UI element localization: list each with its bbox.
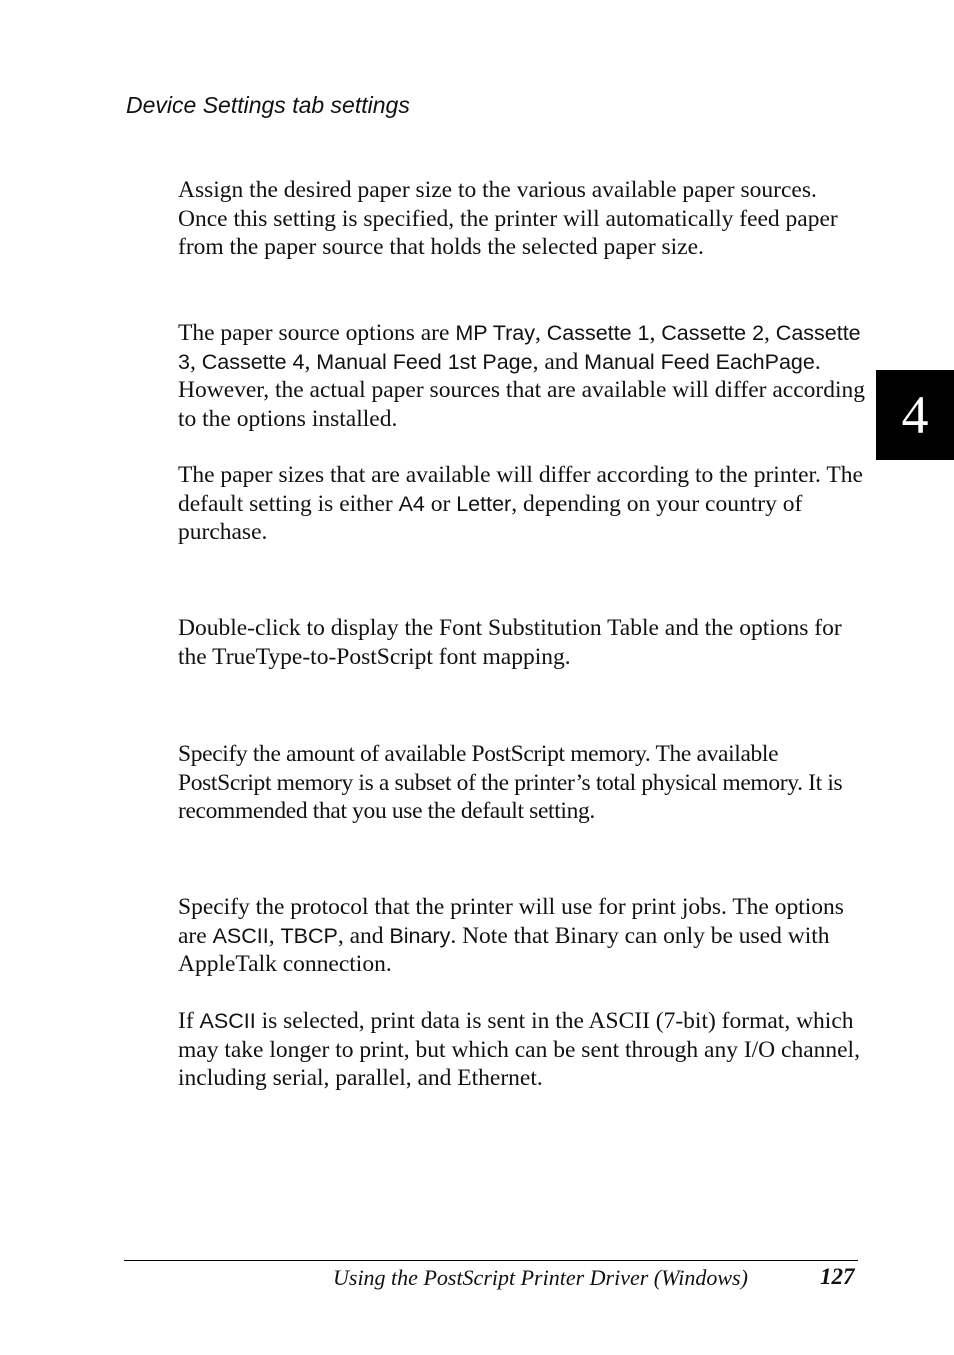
footer-title: Using the PostScript Printer Driver (Windows) [333,1265,748,1290]
separator: , [268,922,281,949]
option-manual-feed-each-page: Manual Feed EachPage [584,349,815,374]
option-cassette-3: Cassette 3 [178,321,861,374]
option-cassette-1: Cassette 1 [546,321,650,345]
separator: , and [532,348,585,375]
text: The paper source options are [178,320,456,346]
option-cassette-4: Cassette 4 [201,349,305,374]
footer-rule [124,1260,858,1261]
text: is selected, print data is sent in the ASCII (7-bit) format, which may take longer to print, but which can be sent through any I/O channel, including serial, parallel, and Ethernet. [178,1008,860,1092]
option-tbcp: TBCP [280,923,338,948]
ascii-description-paragraph [178,1007,868,1093]
text: The paper sizes that are available will differ according to the printer. The default setting is either [178,462,863,517]
text: If [178,1008,200,1034]
separator: , [534,320,547,346]
postscript-memory-paragraph: Specify the amount of available PostScript memory. The available PostScript memory is a subset of the printer’s total physical memory. It is recommended that you use the default setting. [178,741,843,825]
separator: , [189,348,202,375]
text: . However, the actual paper sources that are available will differ according to the options installed. [178,348,865,432]
option-ascii: ASCII [212,923,269,948]
option-manual-feed-first-page: Manual Feed 1st Page [316,349,533,374]
separator: , [304,348,317,375]
option-mp-tray: MP Tray [455,321,535,345]
text: Specify the protocol that the printer will use for print jobs. The options are [178,894,844,949]
ascii-reference: ASCII [199,1009,256,1033]
chapter-tab-marker: 4 [876,370,954,460]
text: . Note that Binary can only be used with AppleTalk connection. [178,922,830,978]
paper-sizes-paragraph [178,461,868,547]
separator: , and [337,922,390,949]
output-protocol-paragraph [178,893,868,979]
paper-assignment-paragraph-1: Assign the desired paper size to the various available paper sources. Once this setting is specified, the printer will automatically feed paper from the paper source that holds the selected paper size. [178,177,838,261]
font-substitution-paragraph: Double-click to display the Font Substitution Table and the options for the TrueType-to-PostScript font mapping. [178,615,842,670]
separator: , [764,320,776,346]
size-letter: Letter [456,491,512,516]
option-cassette-2: Cassette 2 [661,321,765,345]
page-number: 127 [820,1264,855,1289]
separator: , [649,320,662,346]
option-binary: Binary [389,923,451,948]
size-a4: A4 [398,491,425,516]
paper-source-options-paragraph [178,319,868,433]
text: or [424,490,457,517]
text: , depending on your country of purchase. [178,490,803,546]
section-heading: Device Settings tab settings [126,92,410,118]
